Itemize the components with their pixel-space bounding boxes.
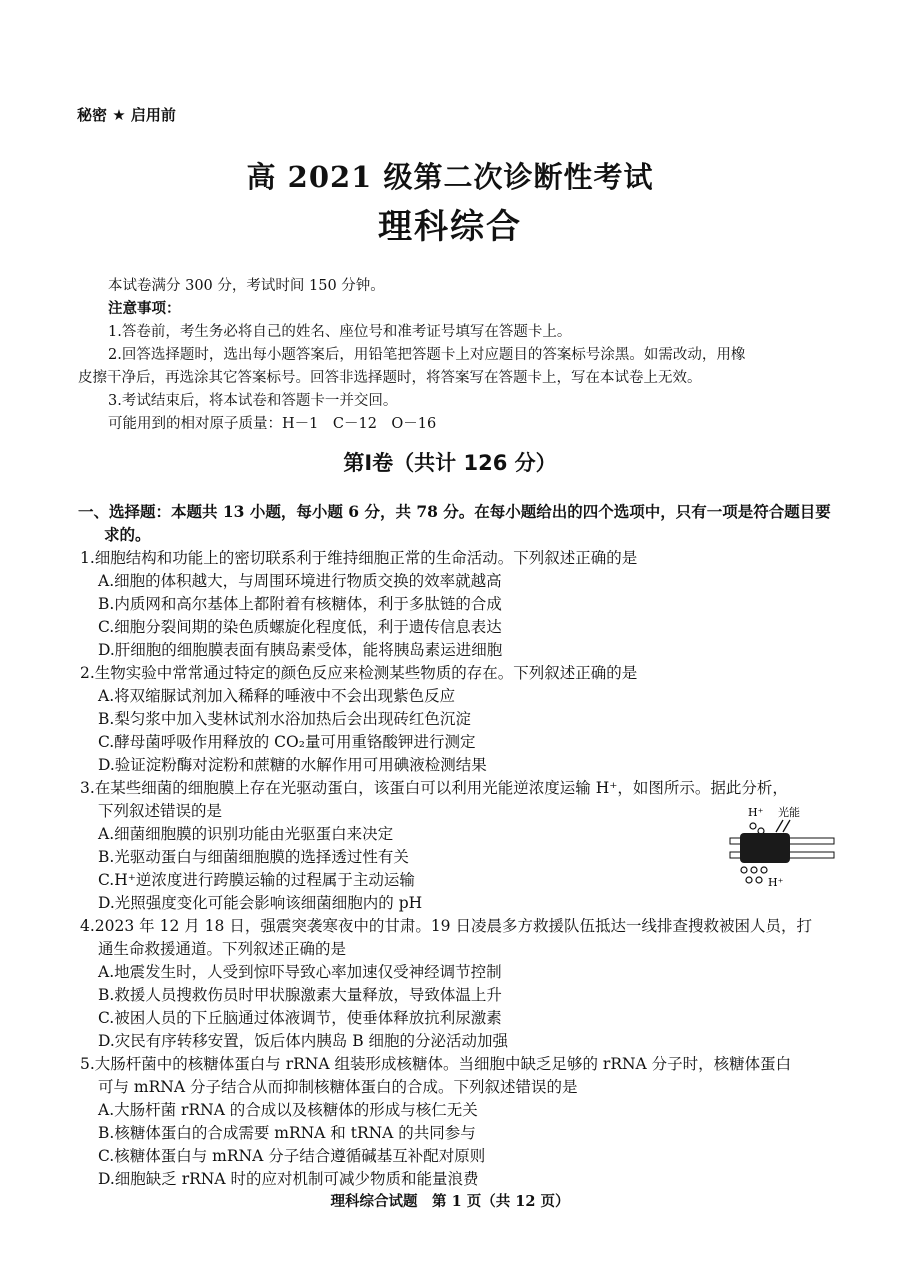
question-3-option-a: A.细菌细胞膜的识别功能由光驱蛋白来决定 xyxy=(98,825,394,843)
question-4-option-a: A.地震发生时，人受到惊吓导致心率加速仅受神经调节控制 xyxy=(98,963,502,981)
question-3-option-b: B.光驱动蛋白与细菌细胞膜的选择透过性有关 xyxy=(98,848,409,866)
light-arrow-icon xyxy=(776,820,783,832)
diagram-label-bottom: H⁺ xyxy=(768,876,784,889)
part-one-heading: 一、选择题：本题共 13 小题，每小题 6 分，共 78 分。在每小题给出的四个选项中，只有一项是符合题目要 xyxy=(78,502,831,521)
question-2-stem: 2.生物实验中常常通过特定的颜色反应来检测某些物质的存在。下列叙述正确的是 xyxy=(80,664,638,682)
question-3-stem: 3.在某些细菌的细胞膜上存在光驱动蛋白，该蛋白可以利用光能逆浓度运输 H⁺，如图所示。据此分析， xyxy=(80,779,788,797)
notice-item-2-cont: 皮擦干净后，再选涂其它答案标号。回答非选择题时，将答案写在答题卡上，写在本试卷上无效。 xyxy=(78,370,702,386)
question-4-stem: 4.2023 年 12 月 18 日，强震突袭寒夜中的甘肃。19 日凌晨多方救援队伍抵达一线排查搜救被困人员，打 xyxy=(80,917,812,935)
proton-icon xyxy=(751,867,757,873)
question-2-option-d: D.验证淀粉酶对淀粉和蔗糖的水解作用可用碘液检测结果 xyxy=(98,756,487,774)
question-5-option-a: A.大肠杆菌 rRNA 的合成以及核糖体的形成与核仁无关 xyxy=(98,1101,478,1119)
question-4-option-d: D.灾民有序转移安置，饭后体内胰岛 B 细胞的分泌活动加强 xyxy=(98,1032,509,1050)
question-1-option-a: A.细胞的体积越大，与周围环境进行物质交换的效率就越高 xyxy=(98,572,502,590)
question-1-option-b: B.内质网和高尔基体上都附着有核糖体，利于多肽链的合成 xyxy=(98,595,502,613)
question-4-option-b: B.救援人员搜救伤员时甲状腺激素大量释放，导致体温上升 xyxy=(98,986,502,1004)
question-5-option-d: D.细胞缺乏 rRNA 时的应对机制可减少物质和能量浪费 xyxy=(98,1170,479,1188)
light-driven-protein-icon xyxy=(740,833,790,863)
question-4-option-c: C.被困人员的下丘脑通过体液调节，使垂体释放抗利尿激素 xyxy=(98,1009,502,1027)
diagram-label-top: H⁺ xyxy=(748,806,764,819)
proton-icon xyxy=(750,823,756,829)
question-2-option-c: C.酵母菌呼吸作用释放的 CO₂量可用重铬酸钾进行测定 xyxy=(98,733,476,751)
question-5-stem: 5.大肠杆菌中的核糖体蛋白与 rRNA 组装形成核糖体。当细胞中缺乏足够的 rRNA 分子时，核糖体蛋白 xyxy=(80,1055,792,1073)
notice-item-2: 2.回答选择题时，选出每小题答案后，用铅笔把答题卡上对应题目的答案标号涂黑。如需改动，用橡 xyxy=(108,347,746,363)
light-arrow-icon xyxy=(783,820,790,832)
question-5-option-c: C.核糖体蛋白与 mRNA 分子结合遵循碱基互补配对原则 xyxy=(98,1147,486,1165)
section-title: 第Ⅰ卷（共计 126 分） xyxy=(343,451,557,475)
question-1-option-c: C.细胞分裂间期的染色质螺旋化程度低，利于遗传信息表达 xyxy=(98,618,502,636)
question-5-stem-cont: 可与 mRNA 分子结合从而抑制核糖体蛋白的合成。下列叙述错误的是 xyxy=(98,1078,578,1096)
part-one-heading-cont: 求的。 xyxy=(104,525,151,544)
secret-label: 秘密 ★ 启用前 xyxy=(77,106,176,124)
intro-text: 本试卷满分 300 分，考试时间 150 分钟。 xyxy=(108,278,385,294)
proton-icon xyxy=(756,877,762,883)
proton-icon xyxy=(741,867,747,873)
page-footer: 理科综合试题 第 1 页（共 12 页） xyxy=(330,1193,570,1210)
question-2-option-b: B.梨匀浆中加入斐林试剂水浴加热后会出现砖红色沉淀 xyxy=(98,710,471,728)
atomic-mass: 可能用到的相对原子质量：H－1 C－12 O－16 xyxy=(108,416,437,432)
question-1-stem: 1.细胞结构和功能上的密切联系利于维持细胞正常的生命活动。下列叙述正确的是 xyxy=(80,549,638,567)
question-3-option-d: D.光照强度变化可能会影响该细菌细胞内的 pH xyxy=(98,894,423,912)
exam-subtitle: 理科综合 xyxy=(378,207,522,247)
proton-icon xyxy=(761,867,767,873)
notice-item-1: 1.答卷前，考生务必将自己的姓名、座位号和准考证号填写在答题卡上。 xyxy=(108,324,572,340)
exam-title: 高 2021 级第二次诊断性考试 xyxy=(246,160,654,194)
question-3-stem-cont: 下列叙述错误的是 xyxy=(98,802,223,820)
proton-pump-diagram xyxy=(728,798,838,898)
question-2-option-a: A.将双缩脲试剂加入稀释的唾液中不会出现紫色反应 xyxy=(98,687,456,705)
proton-icon xyxy=(746,877,752,883)
notice-item-3: 3.考试结束后，将本试卷和答题卡一并交回。 xyxy=(108,393,398,409)
question-1-option-d: D.肝细胞的细胞膜表面有胰岛素受体，能将胰岛素运进细胞 xyxy=(98,641,503,659)
question-5-option-b: B.核糖体蛋白的合成需要 mRNA 和 tRNA 的共同参与 xyxy=(98,1124,476,1142)
notice-title: 注意事项： xyxy=(108,300,181,317)
diagram-label-light: 光能 xyxy=(778,806,800,819)
question-3-option-c: C.H⁺逆浓度进行跨膜运输的过程属于主动运输 xyxy=(98,871,415,889)
question-4-stem-cont: 通生命救援通道。下列叙述正确的是 xyxy=(98,940,347,958)
